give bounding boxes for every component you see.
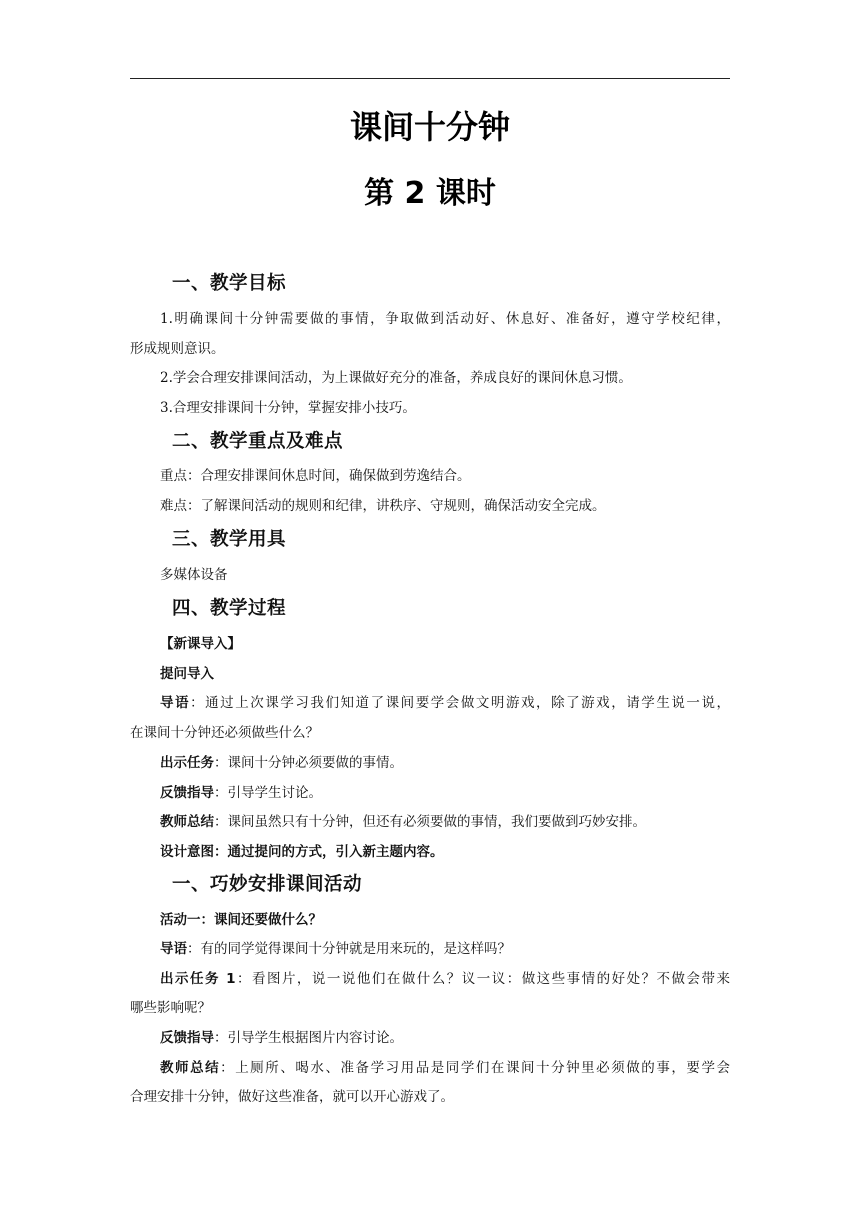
intro-summary	[160, 812, 760, 832]
intro-guide-line-2: 在课间十分钟还必须做些什么？	[130, 725, 319, 741]
activity-task-line-2: 哪些影响呢？	[130, 1000, 211, 1016]
feedback-text: ：引导学生根据图片内容讨论。	[214, 1030, 403, 1046]
activity-guide	[160, 939, 760, 959]
intro-guide-line-1	[160, 693, 730, 713]
lesson-title: 课间十分钟	[349, 108, 510, 146]
summary-label: 教师总结	[160, 814, 214, 830]
guide-label: 导语	[160, 695, 191, 711]
task-text: ：看图片，说一说他们在做什么？议一议：做这些事情的好处？不做会带来	[235, 971, 730, 987]
guide-text: ：有的同学觉得课间十分钟就是用来玩的，是这样吗？	[187, 941, 511, 957]
intro-task	[160, 753, 760, 773]
objective-1-line-1: 1.明确课间十分钟需要做的事情，争取做到活动好、休息好、准备好，遵守学校纪律，	[160, 311, 730, 327]
section-heading-process: 四、教学过程	[172, 598, 287, 619]
new-lesson-tag: 【新课导入】	[160, 636, 241, 652]
activity-task-line-1	[160, 969, 730, 989]
intro-feedback	[160, 783, 760, 803]
intro-method: 提问导入	[160, 666, 214, 682]
activity-summary-line-2: 合理安排十分钟，做好这些准备，就可以开心游戏了。	[130, 1089, 454, 1105]
header-rule	[130, 78, 730, 79]
activity-feedback	[160, 1028, 760, 1048]
task-label: 出示任务 1	[160, 971, 236, 987]
summary-text: ：课间虽然只有十分钟，但还有必须要做的事情，我们要做到巧妙安排。	[214, 814, 646, 830]
section-heading-objectives: 一、教学目标	[172, 273, 287, 294]
activity-one-title: 活动一：课间还要做什么？	[160, 912, 322, 928]
feedback-text: ：引导学生讨论。	[214, 785, 322, 801]
key-point: 重点：合理安排课间休息时间，确保做到劳逸结合。	[160, 468, 471, 484]
guide-text: ：通过上次课学习我们知道了课间要学会做文明游戏，除了游戏，请学生说一说，	[190, 695, 731, 711]
section-heading-tools: 三、教学用具	[172, 529, 287, 550]
summary-label: 教师总结	[160, 1060, 221, 1076]
objective-3: 3.合理安排课间十分钟，掌握安排小技巧。	[160, 400, 416, 416]
lesson-subtitle: 第 2 课时	[364, 176, 496, 211]
activity-summary-line-1	[160, 1058, 730, 1078]
objective-2: 2.学会合理安排课间活动，为上课做好充分的准备，养成良好的课间休息习惯。	[160, 370, 632, 386]
section-heading-arrange-activities: 一、巧妙安排课间活动	[172, 874, 363, 895]
feedback-label: 反馈指导	[160, 1030, 214, 1046]
task-text: ：课间十分钟必须要做的事情。	[214, 755, 403, 771]
feedback-label: 反馈指导	[160, 785, 214, 801]
summary-text: ：上厕所、喝水、准备学习用品是同学们在课间十分钟里必须做的事，要学会	[220, 1060, 731, 1076]
design-intent: 设计意图：通过提问的方式，引入新主题内容。	[160, 844, 444, 860]
guide-label: 导语	[160, 941, 187, 957]
objective-1-line-2: 形成规则意识。	[130, 341, 225, 357]
difficult-point: 难点：了解课间活动的规则和纪律，讲秩序、守规则，确保活动安全完成。	[160, 498, 606, 514]
task-label: 出示任务	[160, 755, 214, 771]
teaching-tools: 多媒体设备	[160, 567, 228, 583]
section-heading-key-points: 二、教学重点及难点	[172, 431, 344, 452]
